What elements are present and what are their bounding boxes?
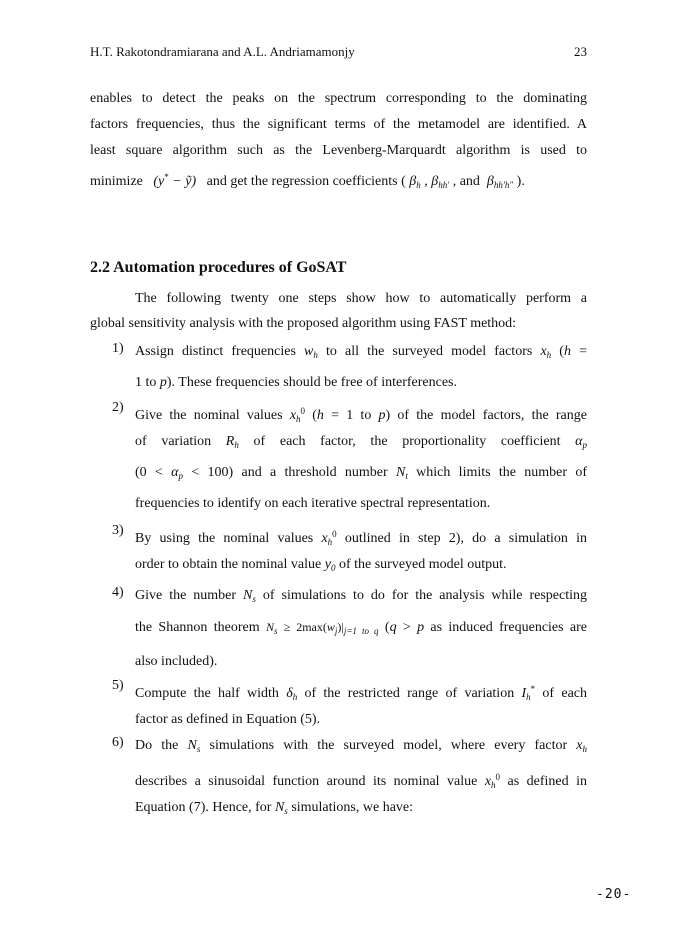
step-number: 2) — [112, 400, 124, 415]
running-header — [90, 44, 587, 60]
step-number: 5) — [112, 678, 124, 693]
intro-minimize: minimize — [90, 174, 143, 189]
beta-formula: $\beta_h$ , $\beta_{hh'}$ — [409, 174, 450, 190]
header-page-number: 23 — [574, 44, 587, 59]
step-line: order to obtain the nominal value $y_0$ of the surveyed model output. — [135, 557, 507, 573]
footer-page-number: -20- — [596, 887, 632, 902]
step-line: 1 to p). These frequencies should be free of interferences. — [135, 375, 457, 390]
step-3 — [90, 523, 587, 585]
step-line: Give the nominal values $x_h^0$ (h = 1 to p) of the model factors, the range — [135, 406, 587, 424]
intro-line: factors frequencies, thus the significant terms of the metamodel are identified. A — [90, 117, 587, 132]
intro-line: least square algorithm such as the Levenberg-Marquardt algorithm is used to — [90, 143, 587, 158]
step-line: Equation (7). Hence, for $N_s$ simulations, we have: — [135, 800, 414, 816]
step-line: the Shannon theorem $N_s \ge 2\max(w_j)|_{j=1 to q}$ (q > p as induced frequencies are — [135, 620, 587, 636]
step-number: 3) — [112, 523, 124, 538]
intro-close: ). — [516, 174, 525, 189]
section-intro-line: global sensitivity analysis with the proposed algorithm using FAST method: — [90, 316, 517, 331]
step-line: describes a sinusoidal function around its nominal value $x_h^0$ as defined in — [135, 772, 587, 790]
step-number: 1) — [112, 341, 124, 356]
step-line: $(0 < \alpha_p < 100)$ and a threshold number $N_t$ which limits the number of — [135, 465, 588, 481]
step-number: 6) — [112, 735, 124, 750]
intro-regression: and get the regression coefficients ( — [206, 174, 406, 189]
beta-formula-2: $\beta_{hh'h''}$ — [486, 174, 514, 190]
step-line: factor as defined in Equation (5). — [135, 712, 321, 727]
intro-line: enables to detect the peaks on the spectrum corresponding to the dominating — [90, 91, 587, 106]
step-line: Give the number $N_s$ of simulations to do for the analysis while respecting — [135, 588, 587, 604]
section-intro — [90, 286, 587, 336]
section-title: 2.2 Automation procedures of GoSAT — [90, 259, 347, 276]
step-5 — [90, 678, 587, 740]
section-intro-line: The following twenty one steps show how to automatically perform a — [135, 291, 587, 306]
intro-and: , and — [452, 174, 480, 189]
step-1 — [90, 341, 587, 403]
step-line: By using the nominal values $x_h^0$ outlined in step 2), do a simulation in — [135, 529, 587, 547]
intro-paragraph — [90, 86, 587, 198]
step-2 — [90, 400, 587, 524]
header-authors: H.T. Rakotondramiarana and A.L. Andriamamonjy — [90, 44, 355, 59]
step-line: frequencies to identify on each iterative spectral representation. — [135, 496, 491, 511]
step-line: Assign distinct frequencies $w_h$ to all the surveyed model factors $x_h$ (h = — [135, 344, 587, 360]
step-6 — [90, 735, 587, 828]
step-line: Do the $N_s$ simulations with the surveyed model, where every factor $x_h$ — [135, 738, 588, 754]
intro-line-formula — [90, 164, 587, 198]
step-4 — [90, 585, 587, 682]
step-line: also included). — [135, 654, 218, 669]
step-number: 4) — [112, 585, 124, 600]
minimize-formula: (y* − ỹ) — [153, 172, 197, 189]
step-line: Compute the half width $\delta_h$ of the restricted range of variation $I_h^*$ of each — [135, 684, 588, 702]
step-line: of variation $R_h$ of each factor, the proportionality coefficient $\alpha_p$ — [135, 434, 588, 450]
